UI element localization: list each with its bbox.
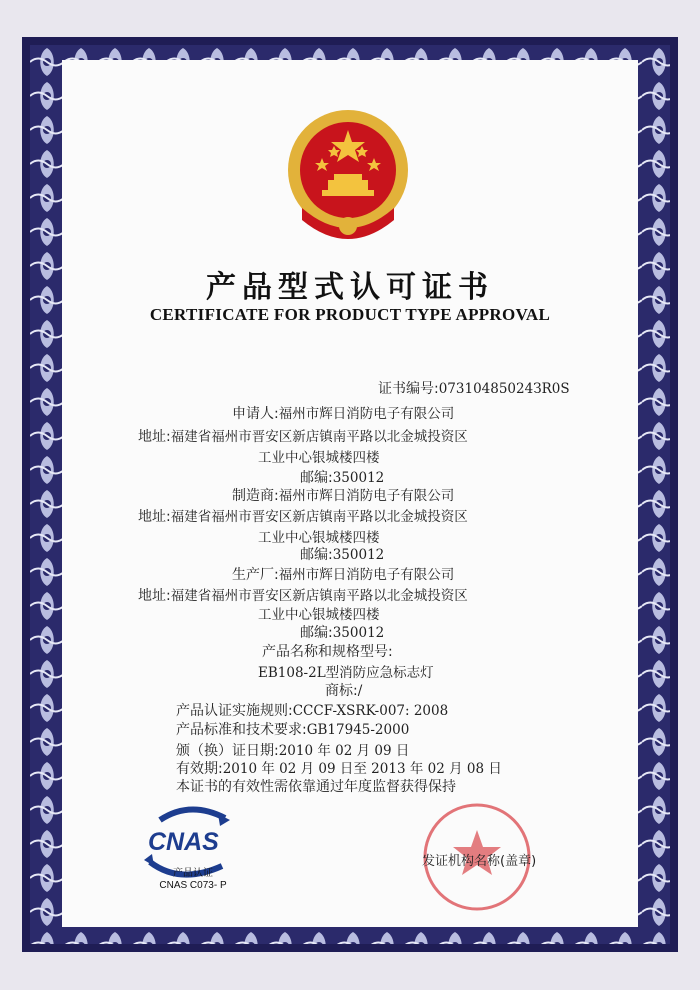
applicant-postcode: 350012 [332, 470, 385, 486]
applicant-address-row [138, 425, 468, 446]
validity-value: 2010 年 02 月 09 日至 2013 年 02 月 08 日 [222, 761, 502, 777]
manufacturer-row [232, 484, 454, 505]
product-name-label: 产品名称和规格型号: [262, 644, 393, 660]
factory-address-label: 地址: [138, 588, 171, 604]
factory-label: 生产厂: [232, 567, 279, 583]
manufacturer-postcode-row [300, 544, 384, 564]
trademark-row [325, 680, 362, 700]
issue-date-value: 2010 年 02 月 09 日 [278, 743, 410, 759]
factory-address-line1: 福建省福州市晋安区新店镇南平路以北金城投资区 [170, 588, 468, 604]
manufacturer-name: 福州市辉日消防电子有限公司 [278, 488, 455, 504]
issue-date-label: 颁（换）证日期: [176, 743, 279, 759]
manufacturer-address-line2: 工业中心银城楼四楼 [258, 530, 380, 546]
validity-label: 有效期: [176, 761, 223, 777]
standard-label: 产品标准和技术要求: [176, 722, 307, 738]
manufacturer-postcode-label: 邮编: [300, 547, 333, 563]
certificate-number-label: 证书编号: [378, 381, 439, 397]
factory-postcode-row [300, 622, 384, 642]
certificate-number-row [378, 378, 570, 398]
rule-label: 产品认证实施规则: [176, 703, 293, 719]
certificate-number: 07310485024ЗR0S [438, 381, 570, 397]
applicant-address-line1: 福建省福州市晋安区新店镇南平路以北金城投资区 [170, 429, 468, 445]
manufacturer-address-label: 地址: [138, 509, 171, 525]
title-chinese: 产品型式认可证书 [206, 270, 494, 305]
trademark-value: / [357, 683, 363, 699]
standard-row [176, 719, 409, 739]
title-english: CERTIFICATE FOR PRODUCT TYPE APPROVAL [149, 305, 551, 324]
applicant-address-label: 地址: [138, 429, 171, 445]
validity-note: 本证书的有效性需依靠通过年度监督获得保持 [176, 779, 456, 795]
cnas-caption-line2: CNAS C073- P [159, 880, 227, 891]
applicant-label: 申请人: [232, 406, 279, 422]
rule-row [176, 700, 448, 720]
cnas-caption [148, 868, 238, 892]
standard-value: GB17945-2000 [306, 722, 410, 738]
manufacturer-postcode: 350012 [332, 547, 385, 563]
factory-address-line2: 工业中心银城楼四楼 [258, 607, 380, 623]
factory-postcode: 350012 [332, 625, 385, 641]
factory-name: 福州市辉日消防电子有限公司 [278, 567, 455, 583]
trademark-label: 商标: [325, 683, 358, 699]
product-name-model: EB108-2L型消防应急标志灯 [258, 665, 434, 681]
factory-postcode-label: 邮编: [300, 625, 333, 641]
national-emblem-icon [282, 108, 414, 248]
applicant-postcode-label: 邮编: [300, 470, 333, 486]
manufacturer-label: 制造商: [232, 488, 279, 504]
factory-row [232, 563, 454, 584]
cnas-caption-line1: 产品认证 [173, 868, 213, 879]
manufacturer-address-line1: 福建省福州市晋安区新店镇南平路以北金城投资区 [170, 509, 468, 525]
applicant-row [232, 402, 454, 423]
cnas-logo-text: CNAS [148, 828, 219, 856]
validity-row [176, 757, 502, 778]
issuer-label: 发证机构名称(盖章) [422, 854, 537, 869]
factory-address-row [138, 584, 468, 605]
applicant-address-line2: 工业中心银城楼四楼 [258, 450, 380, 466]
applicant-name: 福州市辉日消防电子有限公司 [278, 406, 455, 422]
manufacturer-address-row [138, 505, 468, 526]
rule-value: CCCF-XSRK-007: 2008 [292, 703, 449, 719]
